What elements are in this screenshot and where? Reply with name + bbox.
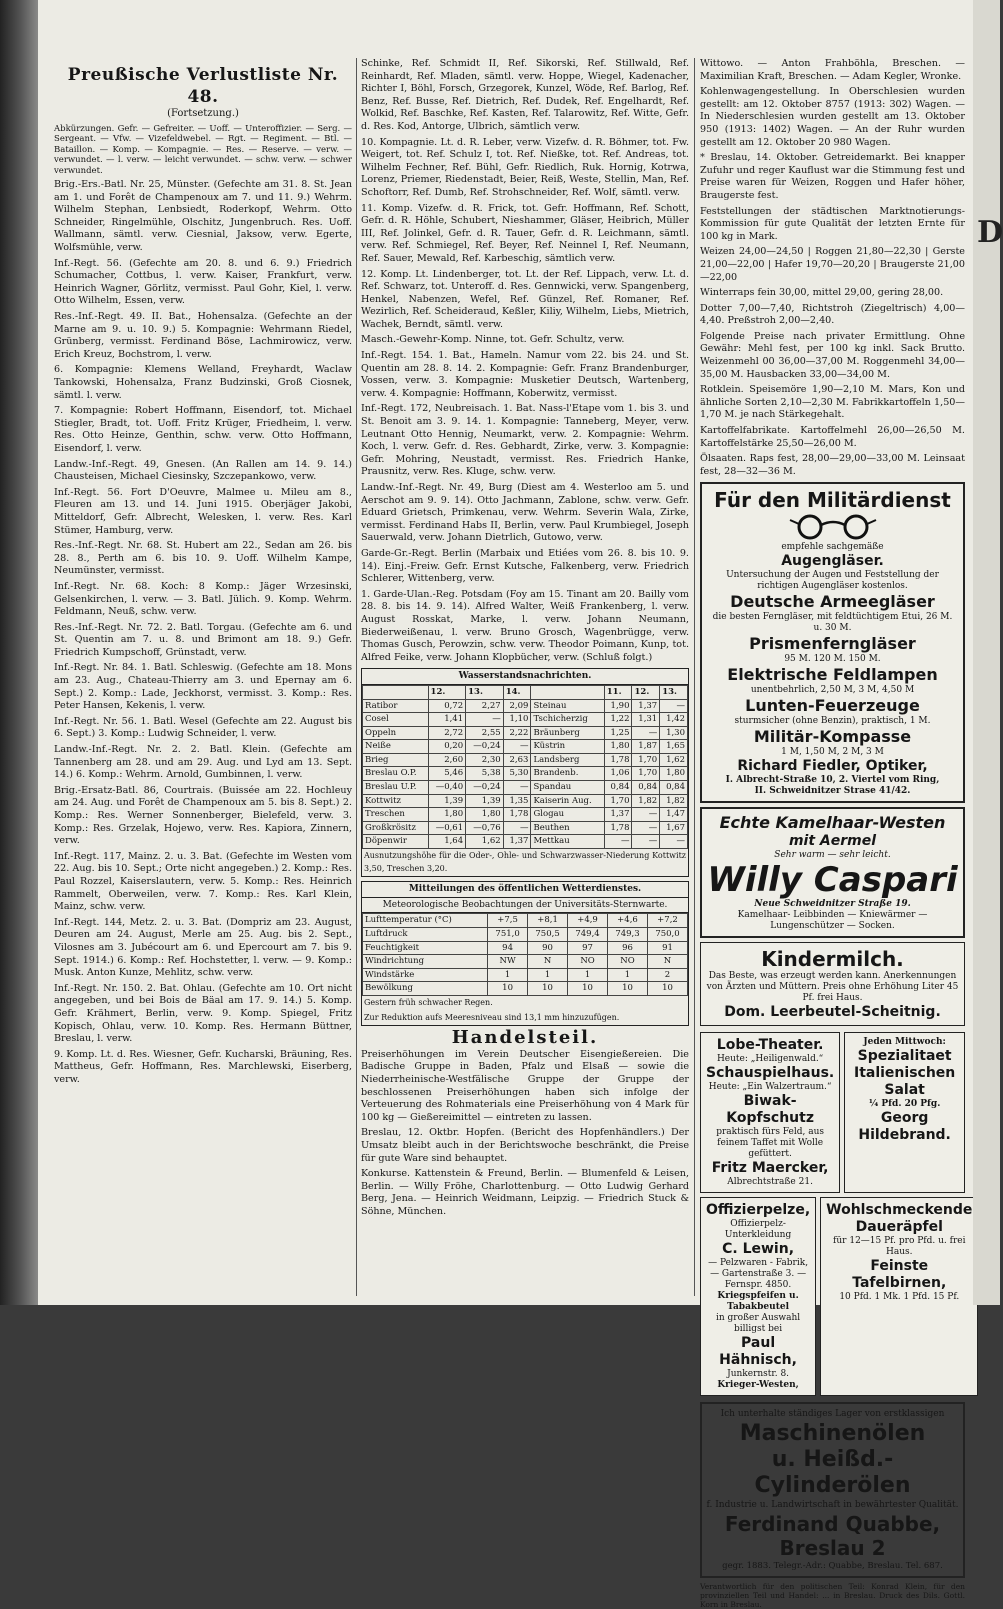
article-paragraph: 7. Kompagnie: Robert Hoffmann, Eisendorf, tot. Michael Stiegler, Bradt, tot. Uoff. Fritz Krüger, Friedheim, l. verw. Res. Otto Heinze, Genthin, schw. verw. Otto Hoffmann, Eisendorf, l. verw. xyxy=(54,405,352,454)
ad-machine-sub: f. Industrie u. Landwirtschaft in bewährtester Qualität. xyxy=(706,1500,959,1510)
column-rule xyxy=(694,58,695,1296)
weather-cell: Bewölkung xyxy=(363,982,488,996)
article-paragraph: Res.-Inf.-Regt. Nr. 72. 2. Batl. Torgau. (Gefechte am 6. und St. Quentin am 7. u. 8. und Brimont am 18. 9.) Gefr. Friedrich Kumpschoff, Grünstadt, verw. xyxy=(54,621,352,658)
water-cell: 1,82 xyxy=(632,794,660,808)
market-paragraph: Winterraps fein 30,00, mittel 29,00, gering 28,00. xyxy=(700,287,944,299)
weather-subtitle: Meteorologische Beobachtungen der Universitäts-Sternwarte. xyxy=(362,898,688,914)
water-cell: Küstrin xyxy=(531,740,604,754)
article-paragraph: Inf.-Regt. Nr. 68. Koch: 8 Komp.: Jäger Wrzesinski, Gelsenkirchen, l. verw. — 3. Batl. Jülich. 9. Komp. Wehrm. Feldmann, Neuß, schw. verw. xyxy=(54,580,352,618)
ad-dauer-sub: für 12—15 Pf. pro Pfd. u. frei Haus. xyxy=(833,1236,966,1258)
market-paragraph: * Breslau, 14. Oktober. Getreidemarkt. Bei knapper Zufuhr und reger Kauflust war die Stimmung fest und Preise waren für Weizen, Roggen und Hafer höher, Braugerste fest. xyxy=(700,152,965,201)
water-cell: — xyxy=(503,740,531,754)
ad-quabbe-sub: gegr. 1883. Telegr.-Adr.: Quabbe, Breslau. Tel. 687. xyxy=(722,1560,943,1571)
water-cell: 1,35 xyxy=(503,794,531,808)
weather-cell: +4,9 xyxy=(568,914,608,928)
weather-cell: NO xyxy=(568,955,608,969)
weather-cell: NO xyxy=(608,955,648,969)
ad-fiedler-address: II. Schweidnitzer Strase 41/42. xyxy=(754,786,911,797)
weather-cell: 94 xyxy=(488,941,528,955)
water-cell: Brieg xyxy=(363,753,429,767)
weather-cell: 750,0 xyxy=(647,928,687,942)
water-cell: Kaiserin Aug. xyxy=(531,794,604,808)
water-cell: Beuthen xyxy=(531,821,604,835)
water-cell: 0,20 xyxy=(428,740,466,754)
water-cell: Treschen xyxy=(363,808,429,822)
water-header-cell: 12. xyxy=(428,685,466,699)
water-row xyxy=(363,753,688,767)
water-cell: 5,46 xyxy=(428,767,466,781)
weather-row xyxy=(363,968,688,982)
market-paragraph: Ölsaaten. Raps fest, 28,00—29,00—33,00 M. Leinsaat fest, 28—32—36 M. xyxy=(700,453,965,477)
ad-feldlampen-title: Elektrische Feldlampen xyxy=(727,665,938,685)
water-cell: Döpenwir xyxy=(363,835,429,849)
ad-quabbe-name: Ferdinand Quabbe, Breslau 2 xyxy=(724,1511,941,1560)
ad-kindermilch xyxy=(700,942,965,1026)
water-cell: 2,55 xyxy=(466,726,504,740)
ad-willy-items: Kamelhaar- Leibbinden — Kniewärmer — Lungenschützer — Socken. xyxy=(737,910,928,932)
water-cell: 2,22 xyxy=(503,726,531,740)
water-cell: 1,70 xyxy=(604,794,632,808)
handel-paragraph: Konkurse. Kattenstein & Freund, Berlin. — Blumenfeld & Leisen, Berlin. — Willy Fröhe, Charlottenburg. — Otto Ludwig Gerhard Berg, Jena. — Heinrich Weidmann, Leipzig. — Friedrich Stuck & Söhne, München. xyxy=(361,1168,689,1217)
weather-cell: 91 xyxy=(647,941,687,955)
column-middle xyxy=(361,58,689,1298)
water-cell: 0,84 xyxy=(660,781,688,795)
weather-cell: +4,6 xyxy=(608,914,648,928)
ad-schau-title: Schauspielhaus. xyxy=(706,1065,835,1082)
weather-cell: 749,3 xyxy=(608,928,648,942)
weather-note: Zur Reduktion aufs Meeresniveau sind 13,1 mm hinzuzufügen. xyxy=(364,1012,620,1022)
water-cell: 1,80 xyxy=(660,767,688,781)
article-paragraph: Landw.-Inf.-Regt. Nr. 49, Burg (Diest am 4. Westerloo am 5. und Aerschot am 9. 9. 14). Otto Jachmann, Zablone, schw. verw. Gefr. Eduard Grietsch, Primkenau, verw. Wehrm. Severin Wala, Zirke, vermisst. Ferdinand Habs II, Berlin, verw. Paul Krumbiegel, Joseph Sauerwald, verw. Johann Dietrlich, Gutowo, verw. xyxy=(361,482,689,544)
column-left xyxy=(54,58,352,1298)
ad-prisma-title: Prismenferngläser xyxy=(749,634,916,654)
water-header-cell: 11. xyxy=(604,685,632,699)
ad-armee-sub: die besten Ferngläser, mit feldtüchtigem Etui, 26 M. u. 30 M. xyxy=(712,612,953,634)
water-cell: 1,25 xyxy=(604,726,632,740)
water-cell: 1,30 xyxy=(660,726,688,740)
weather-row xyxy=(363,914,688,928)
water-cell: —0,61 xyxy=(428,821,466,835)
article-paragraph: 10. Kompagnie. Lt. d. R. Leber, verw. Vizefw. d. R. Böhmer, tot. Fw. Weigert, tot. Ref. Schulz I, tot. Ref. Nießke, tot. Ref. Andreas, tot. Wilhelm Fechner, Ref. Bühl, Gefr. Riedlich, Ruk. Hornig, Kotrwa, Lorenz, Priemer, Riedenstadt, Beier, Reiß, Weste, Stellin, Man, Ref. Schoftorr, Ref. Dumb, Ref. Strohschneider, Ref. Wolf, sämtl. verw. xyxy=(361,136,689,198)
ad-kindermilch-sub: Das Beste, was erzeugt werden kann. Anerkennungen von Ärzten und Müttern. Preis ohne Erhöhung Liter 45 Pf. frei Haus. xyxy=(706,971,959,1004)
article-paragraph: Schinke, Ref. Schmidt II, Ref. Sikorski, Ref. Stillwald, Ref. Reinhardt, Ref. Mladen, sämtl. verw. Hoppe, Wiegel, Kadenacher, Richter I, Böhl, Forsch, Grzegorek, Kunzel, Wöde, Ref. Barlog, Ref. Benz, Ref. Busse, Ref. Dietrich, Ref. Dudek, Ref. Engelhardt, Ref. Wolkid, Ref. Baschke, Ref. Kasten, Ref. Talarowitz, Ref. Witte, Gefr. d. Res. Kod, Antorge, Ulbrich, sämtlich verw. xyxy=(361,58,689,132)
water-cell: 0,84 xyxy=(632,781,660,795)
weather-cell: Luftdruck xyxy=(363,928,488,942)
ad-kamelhaar-sub: mit Aermel xyxy=(788,833,877,850)
water-cell: 1,22 xyxy=(604,713,632,727)
water-row xyxy=(363,740,688,754)
water-cell: Landsberg xyxy=(531,753,604,767)
water-cell: Großkrösitz xyxy=(363,821,429,835)
water-cell: Spandau xyxy=(531,781,604,795)
weather-cell: 10 xyxy=(488,982,528,996)
article-paragraph: Landw.-Inf.-Regt. 49, Gnesen. (An Rallen am 14. 9. 14.) Chausteisen, Michael Ciesinsky, Szczepankowo, verw. xyxy=(54,458,352,483)
article-paragraph: Inf.-Regt. 56. (Gefechte am 20. 8. und 6. 9.) Friedrich Schumacher, Cottbus, l. verw. Kaiser, Frankfurt, verw. Heinrich Wagner, Görlitz, vermisst. Paul Gohr, Kiel, l. verw. Otto Wilhelm, Essen, verw. xyxy=(54,257,352,307)
ad-fiedler-address: I. Albrecht-Straße 10, 2. Viertel vom Ring, xyxy=(725,775,940,786)
water-level-grid xyxy=(362,685,688,849)
ad-armee-title: Deutsche Armeegläser xyxy=(730,592,935,612)
ad-biwak-sub: praktisch fürs Feld, aus feinem Taffet mit Wolle gefüttert. xyxy=(716,1127,825,1160)
weather-cell: 10 xyxy=(608,982,648,996)
water-cell: 1,78 xyxy=(503,808,531,822)
water-cell: — xyxy=(632,726,660,740)
ad-kamelhaar-sub2: Sehr warm — sehr leicht. xyxy=(774,850,891,861)
ad-dauer-title: Wohlschmeckende Daueräpfel xyxy=(826,1202,973,1236)
ad-machine-title2: u. Heißd.-Cylinderölen xyxy=(754,1447,911,1498)
weather-row xyxy=(363,941,688,955)
ad-machine-pre: Ich unterhalte ständiges Lager von erstklassigen xyxy=(720,1409,945,1420)
water-row xyxy=(363,794,688,808)
water-cell: Steinau xyxy=(531,699,604,713)
water-header-cell: 13. xyxy=(660,685,688,699)
water-cell: 1,65 xyxy=(660,740,688,754)
water-cell: — xyxy=(632,835,660,849)
ad-schau-sub: Heute: „Ein Walzertraum.“ xyxy=(708,1082,832,1093)
article-paragraph: 12. Komp. Lt. Lindenberger, tot. Lt. der Ref. Lippach, verw. Lt. d. Ref. Schwarz, tot. Unteroff. d. Res. Gennwicki, verw. Spangenberg, Henkel, Nabenzen, Wefel, Ref. Günzel, Ref. Romaner, Ref. Wezirlich, Ref. Scheideraud, Keßler, Kiliy, Wilhelm, Liebs, Mietrich, Wachek, Berndt, sämtl. verw. xyxy=(361,268,689,330)
water-cell: 1,37 xyxy=(632,699,660,713)
ad-military-line: Augengläser. xyxy=(781,553,884,570)
article-paragraph: Inf.-Regt. Nr. 56. 1. Batl. Wesel (Gefechte am 22. August bis 6. Sept.) 3. Komp.: Ludwig Schneider, l. verw. xyxy=(54,715,352,740)
water-cell: 1,37 xyxy=(503,835,531,849)
column-rule xyxy=(356,58,357,1296)
market-paragraph: Dotter 7,00—7,40, Richtstroh (Ziegeltrisch) 4,00—4,40. Preßstroh 2,00—2,40. xyxy=(700,302,965,327)
water-cell: 1,62 xyxy=(660,753,688,767)
ad-willy-address: Neue Schweidnitzer Straße 19. xyxy=(754,899,911,910)
water-row xyxy=(363,808,688,822)
ad-offizierpelze xyxy=(700,1197,816,1396)
water-cell: 1,78 xyxy=(604,753,632,767)
water-cell: 1,31 xyxy=(632,713,660,727)
water-cell: Cosel xyxy=(363,713,429,727)
water-cell: Bräunberg xyxy=(531,726,604,740)
weather-cell: N xyxy=(528,955,568,969)
verlustliste-subtitle: (Fortsetzung.) xyxy=(167,108,239,119)
water-cell: — xyxy=(466,713,504,727)
water-cell: Glogau xyxy=(531,808,604,822)
article-paragraph: Res.-Inf.-Regt. Nr. 68. St. Hubert am 22., Sedan am 26. bis 28. 8., Perth am 6. bis 10. 9. Uoff. Wilhelm Kampe, Neumünster, vermisst. xyxy=(54,540,352,577)
market-paragraph: Feststellungen der städtischen Marktnotierungs-Kommission für gute Qualität der letzten Ernte für 100 kg in Mark. xyxy=(700,205,965,242)
ad-maschinenoele xyxy=(700,1402,965,1578)
water-cell: Oppeln xyxy=(363,726,429,740)
ad-kindermilch-title: Kindermilch. xyxy=(761,947,904,972)
ad-hildebrand: Georg Hildebrand. xyxy=(858,1110,951,1144)
ad-kompass-price: 1 M, 1,50 M, 2 M, 3 M xyxy=(781,747,884,758)
weather-cell: +8,1 xyxy=(528,914,568,928)
weather-cell: 10 xyxy=(528,982,568,996)
ad-military-title: Für den Militärdienst xyxy=(714,488,951,513)
water-cell: 1,87 xyxy=(632,740,660,754)
ad-tafelbirnen-title: Feinste Tafelbirnen, xyxy=(852,1258,947,1292)
ad-lobe-sub: Heute: „Heiligenwald.“ xyxy=(716,1054,824,1065)
market-paragraph: Rotklein. Speisemöre 1,90—2,10 M. Mars, Kon und ähnliche Sorten 2,10—2,30 M. Fabrikkartoffeln 1,50—1,70 M. je nach Stärkegehalt. xyxy=(700,384,965,421)
weather-cell: 751,0 xyxy=(488,928,528,942)
ad-salat-price: ¼ Pfd. 20 Pfg. xyxy=(868,1099,941,1110)
verlustliste-title: Preußische Verlustliste Nr. 48. xyxy=(67,65,339,107)
article-paragraph: 1. Garde-Ulan.-Reg. Potsdam (Foy am 15. Tinant am 20. Bailly vom 28. 8. bis 14. 9. 14). Alfred Walter, Weiß Frankenberg, l. verw. August Rosskat, Marke, l. verw. Johann Neumann, Biederweißenau, l. verw. Bruno Grosch, Wagenbrügge, verw. Thomas Gusch, Perowzin, schw. verw. Theodor Poimann, Kunp, tot. Alfred Feike, verw. Johann Klopbücher, verw. (Schluß folgt.) xyxy=(361,588,689,663)
ad-haehnisch-address: Junkernstr. 8. xyxy=(727,1369,790,1380)
market-paragraph: Wittowo. — Anton Frahböhla, Breschen. — Maximilian Kraft, Breschen. — Adam Kegler, Wronke. xyxy=(700,58,965,82)
water-cell: — xyxy=(632,821,660,835)
water-cell: 2,63 xyxy=(503,753,531,767)
water-cell: 1,70 xyxy=(632,753,660,767)
article-paragraph: Landw.-Inf.-Regt. Nr. 2. 2. Batl. Klein. (Gefechte am Tannenberg am 28. und am 29. Aug. und Lyd am 13. Sept. 14.) 6. Komp.: Wehrm. Arnold, Gumbinnen, l. verw. xyxy=(54,744,352,781)
water-cell: Breslau O.P. xyxy=(363,767,429,781)
ad-tafelbirnen-sub: 10 Pfd. 1 Mk. 1 Pfd. 15 Pf. xyxy=(839,1292,960,1303)
ad-haehnisch-name: Paul Hähnisch, xyxy=(719,1335,797,1369)
weather-cell: 2 xyxy=(647,968,687,982)
water-cell: 1,06 xyxy=(604,767,632,781)
weather-cell: 750,5 xyxy=(528,928,568,942)
water-cell: — xyxy=(503,821,531,835)
ad-prisma-price: 95 M. 120 M. 150 M. xyxy=(784,654,881,665)
ad-lobe-title: Lobe-Theater. xyxy=(716,1037,824,1054)
adjacent-page-letter: D xyxy=(977,215,1003,250)
ad-machine-title: Maschinenölen xyxy=(739,1421,926,1446)
market-paragraph: Folgende Preise nach privater Ermittlung. Ohne Gewähr: Mehl fest, per 100 kg inkl. Sack Brutto. Weizenmehl 00 36,00—37,00 M. Roggenmehl 34,00—35,00 M. Hausbacken 33,00—34,00 M. xyxy=(700,330,965,380)
water-level-note: Ausnutzungshöhe für die Oder-, Ohle- und Schwarzwasser-Niederung Kottwitz 3,50, Treschen 3,20. xyxy=(364,851,686,873)
article-paragraph: Inf.-Regt. 117, Mainz. 2. u. 3. Bat. (Gefechte im Westen vom 22. Aug. bis 10. Sept.; Orte nicht angegeben.) 2. Komp.: Res. Paul Rozzel, Kaiserslautern, verw. 5. Komp.: Res. Heinrich Rammelt, Oberweilen, verw. 7. Komp.: Res. Karl Klein, Mainz, schw. verw. xyxy=(54,850,352,913)
water-cell: 1,41 xyxy=(428,713,466,727)
weather-cell: N xyxy=(647,955,687,969)
spectacles-icon xyxy=(788,514,878,540)
ad-maercker-name: Fritz Maercker, xyxy=(711,1160,829,1177)
ad-kamelhaar xyxy=(700,807,965,938)
ad-lewin-name: C. Lewin, xyxy=(722,1241,795,1258)
article-paragraph: Garde-Gr.-Regt. Berlin (Marbaix und Etiées vom 26. 8. bis 10. 9. 14). Einj.-Freiw. Gefr. Ernst Kutsche, Falkenberg, verw. Friedrich Schlerer, Wittenberg, verw. xyxy=(361,547,689,585)
water-cell: 1,10 xyxy=(503,713,531,727)
weather-cell: 1 xyxy=(488,968,528,982)
water-cell: — xyxy=(632,808,660,822)
weather-cell: 90 xyxy=(528,941,568,955)
adjacent-page-edge xyxy=(973,0,1003,1305)
water-cell: 1,80 xyxy=(604,740,632,754)
water-row xyxy=(363,821,688,835)
column-right xyxy=(700,58,973,1609)
handel-paragraph: Breslau, 12. Oktbr. Hopfen. (Bericht des Hopfenhändlers.) Der Umsatz bleibt auch in der Berichtswoche beschränkt, die Preise für gute Ware sind behauptet. xyxy=(361,1127,689,1164)
water-cell: 5,30 xyxy=(503,767,531,781)
market-paragraph: Kartoffelfabrikate. Kartoffelmehl 26,00—26,50 M. Kartoffelstärke 25,50—26,00 M. xyxy=(700,425,965,449)
article-paragraph: Inf.-Regt. 56. Fort D'Oeuvre, Malmee u. Mileu am 8., Fleuren am 13. und 14. Juni 1915. Oberjäger Jakobi, Mitteldorf, Gefr. Albrecht, Welesken, l. verw. Res. Karl Stümer, Hamburg, verw. xyxy=(54,486,352,536)
weather-cell: 1 xyxy=(568,968,608,982)
water-cell: 1,39 xyxy=(428,794,466,808)
weather-cell: Lufttemperatur (°C) xyxy=(363,914,488,928)
ad-feldlampen-sub: unentbehrlich, 2,50 M, 3 M, 4,50 M xyxy=(750,685,915,696)
water-cell: 1,90 xyxy=(604,699,632,713)
water-row xyxy=(363,726,688,740)
ad-kriegs-sub: in großer Auswahl billigst bei xyxy=(715,1313,801,1335)
water-header-cell: 12. xyxy=(632,685,660,699)
weather-cell: Feuchtigkeit xyxy=(363,941,488,955)
water-cell: Ratibor xyxy=(363,699,429,713)
ad-westen: Krieger-Westen, xyxy=(717,1380,799,1391)
water-cell: —0,24 xyxy=(466,781,504,795)
water-cell: 1,42 xyxy=(660,713,688,727)
ad-lunten-title: Lunten-Feuerzeuge xyxy=(745,696,920,716)
article-paragraph: 11. Komp. Vizefw. d. R. Frick, tot. Gefr. Hoffmann, Ref. Schott, Gefr. d. R. Höhle, Schubert, Nieshammer, Gläser, Heibrich, Müller III, Ref. Jolinkel, Gefr. d. R. Tauer, Gefr. d. R. Leichmann, sämtl. verw. Ref. Schmiegel, Ref. Beyer, Ref. Neinnel I, Ref. Neumann, Ref. Sauer, Mewald, Ref. Karbeschig, sämtlich verw. xyxy=(361,202,689,264)
water-cell: — xyxy=(660,699,688,713)
weather-cell: 96 xyxy=(608,941,648,955)
weather-row xyxy=(363,928,688,942)
imprint-footer: Verantwortlich für den politischen Teil: Konrad Klein, für den provinziellen Teil und Handel: ... in Breslau. Druck des Dils. Gottl. Korn in Breslau. xyxy=(700,1582,965,1609)
weather-cell: 1 xyxy=(528,968,568,982)
weather-cell: +7,2 xyxy=(647,914,687,928)
ad-mittwoch: Jeden Mittwoch: xyxy=(863,1037,946,1048)
water-cell: 1,80 xyxy=(428,808,466,822)
weather-row xyxy=(363,955,688,969)
handel-title: Handelsteil. xyxy=(451,1027,599,1049)
ad-lunten-sub: sturmsicher (ohne Benzin), praktisch, 1 M. xyxy=(734,716,931,727)
water-header-cell: 14. xyxy=(503,685,531,699)
weather-forecast: Gestern früh schwacher Regen. xyxy=(364,997,493,1007)
weather-cell: 97 xyxy=(568,941,608,955)
water-row xyxy=(363,835,688,849)
weather-cell: 10 xyxy=(647,982,687,996)
ad-offizier-title: Offizierpelze, xyxy=(706,1202,811,1219)
water-cell: 1,82 xyxy=(660,794,688,808)
water-cell: 0,72 xyxy=(428,699,466,713)
ad-salat-title: Italienischen Salat xyxy=(853,1065,956,1099)
water-cell: —0,40 xyxy=(428,781,466,795)
article-paragraph: 6. Kompagnie: Klemens Welland, Freyhardt, Waclaw Tankowski, Hohensalza, Franz Budzinski, Groß Ciosnek, sämtl. l. verw. xyxy=(54,364,352,401)
water-cell: 5,38 xyxy=(466,767,504,781)
water-cell: — xyxy=(604,835,632,849)
ad-biwak-title: Biwak-Kopfschutz xyxy=(726,1093,814,1127)
water-cell: 1,80 xyxy=(466,808,504,822)
ad-kompass-title: Militär-Kompasse xyxy=(753,727,912,747)
weather-cell: Windstärke xyxy=(363,968,488,982)
water-cell: 1,67 xyxy=(660,821,688,835)
water-cell: Kottwitz xyxy=(363,794,429,808)
article-paragraph: Inf.-Regt. 144, Metz. 2. u. 3. Bat. (Dompriz am 23. August, Deuren am 24. August, Merle am 25. Aug. bis 2. Sept., Vilosnes am 3. Jubécourt am 6. und Epercourt am 7. bis 9. Sept. 1914.) 6. Komp.: Ref. Hochstetter, l. verw. — 9. Komp.: Musk. Anton Kunze, Mehlitz, schw. verw. xyxy=(54,916,352,979)
water-row xyxy=(363,713,688,727)
weather-cell: 749,4 xyxy=(568,928,608,942)
water-row xyxy=(363,781,688,795)
weather-service-box xyxy=(361,881,689,1026)
article-paragraph: Res.-Inf.-Regt. 49. II. Bat., Hohensalza. (Gefechte an der Marne am 9. u. 10. 9.) 5. Kompagnie: Wehrmann Riedel, Grünberg, vermisst. Ferdinand Böse, Lachmirowicz, verw. Erich Kreuz, Bochstrom, l. verw. xyxy=(54,311,352,360)
water-cell: 1,37 xyxy=(604,808,632,822)
weather-cell: 10 xyxy=(568,982,608,996)
ad-spezialitaet: Spezialitaet xyxy=(857,1048,952,1065)
water-cell: —0,24 xyxy=(466,740,504,754)
water-cell: 2,09 xyxy=(503,699,531,713)
water-header-cell xyxy=(531,685,604,699)
weather-cell: NW xyxy=(488,955,528,969)
ad-lewin-sub: — Pelzwaren - Fabrik, — Gartenstraße 3. — Fernspr. 4850. xyxy=(708,1258,809,1291)
water-cell: 1,62 xyxy=(466,835,504,849)
article-paragraph: Brig.-Ers.-Batl. Nr. 25, Münster. (Gefechte am 31. 8. St. Jean am 1. und Forêt de Champenoux am 7. und 11. 9.) Wehrm. Wilhelm Stephan, Lenbsiedt, Roderkopf, Wehrm. Otto Schneider, Ringelmühle, Olschitz, Jungenbruch. Res. Uoff. Wallmann, sämtl. verw. Ciesnial, Jaksow, verw. Egerte, Wolfsmühle, verw. xyxy=(54,179,352,254)
ad-row xyxy=(700,1195,973,1398)
water-cell: — xyxy=(660,835,688,849)
article-paragraph: Brig.-Ersatz-Batl. 86, Courtrais. (Buissée am 22. Hochleuy am 24. Aug. und Forêt de Champenoux am 5. bis 8. Sept.) 2. Komp.: Res. Werner Sonnenberger, Bielefeld, verw. 3. Komp.: Res. Grzelak, Hojewo, verw. Res. Kapiora, Zinnern, verw. xyxy=(54,784,352,847)
ad-military-line: Untersuchung der Augen und Feststellung der richtigen Augengläser kostenlos. xyxy=(726,570,939,592)
water-row xyxy=(363,767,688,781)
water-cell: 0,84 xyxy=(604,781,632,795)
ad-kindermilch-name: Dom. Leerbeutel-Scheitnig. xyxy=(724,1004,941,1021)
water-cell: 1,78 xyxy=(604,821,632,835)
ad-fiedler-name: Richard Fiedler, Optiker, xyxy=(737,758,928,775)
ad-row xyxy=(700,1030,965,1195)
water-cell: 2,30 xyxy=(466,753,504,767)
water-level-table xyxy=(361,668,689,877)
water-cell: 2,60 xyxy=(428,753,466,767)
water-cell: 2,27 xyxy=(466,699,504,713)
weather-grid xyxy=(362,913,688,996)
water-row xyxy=(363,699,688,713)
ad-offizier-sub: Offizierpelz-Unterkleidung xyxy=(724,1219,792,1241)
ad-militaerdienst xyxy=(700,482,965,803)
water-cell: 1,64 xyxy=(428,835,466,849)
ad-aepfel xyxy=(820,1197,978,1396)
weather-cell: Windrichtung xyxy=(363,955,488,969)
water-cell: Neiße xyxy=(363,740,429,754)
water-cell: —0,76 xyxy=(466,821,504,835)
article-paragraph: Inf.-Regt. 154. 1. Bat., Hameln. Namur vom 22. bis 24. und St. Quentin am 28. 8. 14. 2. Kompagnie: Gefr. Franz Brandenburger, Vossen, verw. 3. Kompagnie: Musketier Deutsch, Wartenberg, verw. 4. Kompagnie: Hoffmann, Koberwitz, vermisst. xyxy=(361,350,689,399)
weather-row xyxy=(363,982,688,996)
article-paragraph: Inf.-Regt. Nr. 84. 1. Batl. Schleswig. (Gefechte am 18. Mons am 23. Aug., Chateau-Thierry am 3. und Epernay am 6. Sept.) 2. Komp.: Lade, Jeckhorst, vermisst. 3. Komp.: Res. Peter Hansen, Kekenis, l. verw. xyxy=(54,662,352,712)
abbreviation-legend: Abkürzungen. Gefr. — Gefreiter. — Uoff. — Unteroffizier. — Serg. — Sergeant. — Vfw. — Vizefeldwebel. — Rgt. — Regiment. — Btl. — Bataillon. — Komp. — Kompagnie. — Res. — Reserve. — verw. — verwundet. — l. verw. — leicht verwundet. — schw. verw. — schwer verwundet. xyxy=(54,123,352,176)
ad-kriegs-title: Kriegspfeifen u. Tabakbeutel xyxy=(717,1291,799,1313)
water-cell: Brandenb. xyxy=(531,767,604,781)
weather-cell: +7,5 xyxy=(488,914,528,928)
water-cell: Breslau U.P. xyxy=(363,781,429,795)
ad-willy-caspari: Willy Caspari xyxy=(707,860,958,901)
water-header-cell xyxy=(363,685,429,699)
water-cell: Mettkau xyxy=(531,835,604,849)
article-paragraph: Inf.-Regt. 172, Neubreisach. 1. Bat. Nass-l'Etape vom 1. bis 3. und St. Benoit am 3. 9. 14. 1. Kompagnie: Tanneberg, Meyer, verw. Leutnant Otto Hennig, Neumarkt, verw. 2. Kompagnie: Wehrm. Koch, l. verw. Gefr. d. Res. Gebhardt, Zirke, verw. 3. Kompagnie: Gefr. Mohring, Neustadt, vermisst. Res. Friedrich Hanke, Prausnitz, verw. Res. Kluge, schw. verw. xyxy=(361,403,689,478)
article-paragraph: 9. Komp. Lt. d. Res. Wiesner, Gefr. Kucharski, Bräuning, Res. Mattheus, Gefr. Hoffmann, Res. Marchlewski, Eiserberg, verw. xyxy=(54,1048,352,1085)
market-paragraph: Kohlenwagengestellung. In Oberschlesien wurden gestellt: am 12. Oktober 8757 (1913: 302) Wagen. — In Niederschlesien wurden gestellt am 13. Oktober 950 (1913: 1402) Wagen. — An der Ruhr wurden gestellt am 12. Oktober 20 980 Wagen. xyxy=(700,86,965,148)
water-cell: — xyxy=(503,781,531,795)
handel-paragraph: Preiserhöhungen im Verein Deutscher Eisengießereien. Die Badische Gruppe in Baden, Pfalz und Elsaß — sowie die Niederrheinische-Westfälische Gruppe der Gruppe der beschlossenen Preiserhöhungen haben sich infolge der Verteuerung des Rohmaterials eine Preiserhöhung von 4 Mark für 100 kg — Gießereimittel — eintreten zu lassen. xyxy=(361,1048,689,1123)
ad-kamelhaar-title: Echte Kamelhaar-Westen xyxy=(719,813,946,833)
water-cell: 2,72 xyxy=(428,726,466,740)
weather-title: Mitteilungen des öffentlichen Wetterdienstes. xyxy=(362,882,688,898)
newspaper-page xyxy=(38,0,973,1609)
article-paragraph: Masch.-Gewehr-Komp. Ninne, tot. Gefr. Schultz, verw. xyxy=(361,334,625,346)
ad-theater xyxy=(700,1032,840,1193)
water-header-cell: 13. xyxy=(466,685,504,699)
book-binding xyxy=(0,0,38,1305)
water-cell: Tschicherzig xyxy=(531,713,604,727)
water-level-title: Wasserstandsnachrichten. xyxy=(362,669,688,685)
ad-maercker-address: Albrechtstraße 21. xyxy=(727,1177,813,1188)
market-paragraph: Weizen 24,00—24,50 | Roggen 21,80—22,30 | Gerste 21,00—22,00 | Hafer 19,70—20,20 | Braugerste 21,00—22,00 xyxy=(700,246,965,283)
article-paragraph: Inf.-Regt. Nr. 150. 2. Bat. Ohlau. (Gefechte am 10. Ort nicht angegeben, und bei Bois de Bäal am 17. 9. 14.) 5. Komp. Gefr. Krähmert, Berlin, verw. 9. Komp. Spiegel, Fritz Kopisch, Ohlau, verw. 10. Komp. Res. Hermann Büttner, Breslau, l. verw. xyxy=(54,982,352,1045)
ad-salat xyxy=(844,1032,965,1193)
ad-military-line: empfehle sachgemäße xyxy=(781,542,884,553)
water-cell: 1,70 xyxy=(632,767,660,781)
weather-cell: 1 xyxy=(608,968,648,982)
water-cell: 1,47 xyxy=(660,808,688,822)
water-cell: 1,39 xyxy=(466,794,504,808)
